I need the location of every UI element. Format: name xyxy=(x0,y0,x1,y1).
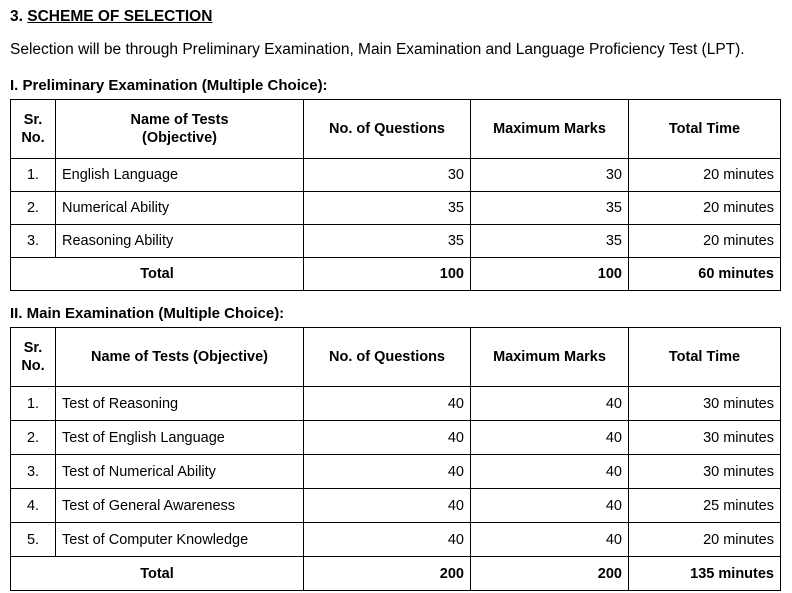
sr-line-2: No. xyxy=(21,358,45,375)
sr-line-1: Sr. xyxy=(23,339,43,356)
column-header-no-of-questions: No. of Questions xyxy=(304,100,471,159)
cell-test-name: Test of General Awareness xyxy=(56,489,304,523)
cell-test-name: Test of Reasoning xyxy=(56,387,304,421)
sr-line-2: No. xyxy=(21,130,45,147)
table-total-row xyxy=(11,258,781,291)
cell-total-time: 135 minutes xyxy=(629,557,781,591)
table-row xyxy=(11,455,781,489)
section-heading xyxy=(10,8,780,27)
cell-time: 20 minutes xyxy=(629,225,781,258)
section-intro-text: Selection will be through Preliminary Examination, Main Examination and Language Proficiency Test (LPT). xyxy=(10,40,745,58)
cell-questions: 40 xyxy=(304,455,471,489)
name-line-2: (Objective) xyxy=(142,130,217,147)
cell-test-name: Numerical Ability xyxy=(56,192,304,225)
cell-time: 20 minutes xyxy=(629,159,781,192)
column-header-no-of-questions: No. of Questions xyxy=(304,328,471,387)
main-exam-heading: II. Main Examination (Multiple Choice): xyxy=(10,305,285,323)
cell-time: 30 minutes xyxy=(629,421,781,455)
column-header-maximum-marks: Maximum Marks xyxy=(471,328,629,387)
sr-line-1: Sr. xyxy=(23,111,43,128)
cell-test-name: Reasoning Ability xyxy=(56,225,304,258)
cell-total-label: Total xyxy=(11,258,304,291)
cell-total-questions: 200 xyxy=(304,557,471,591)
cell-marks: 40 xyxy=(471,455,629,489)
table-row xyxy=(11,489,781,523)
cell-test-name: Test of Computer Knowledge xyxy=(56,523,304,557)
cell-sr-no: 2. xyxy=(11,421,56,455)
cell-questions: 40 xyxy=(304,421,471,455)
cell-questions: 40 xyxy=(304,523,471,557)
table-row xyxy=(11,387,781,421)
cell-sr-no: 4. xyxy=(11,489,56,523)
cell-total-marks: 100 xyxy=(471,258,629,291)
cell-time: 25 minutes xyxy=(629,489,781,523)
cell-time: 20 minutes xyxy=(629,192,781,225)
table-row xyxy=(11,523,781,557)
cell-marks: 40 xyxy=(471,387,629,421)
column-header-name-of-tests xyxy=(56,100,304,159)
cell-questions: 35 xyxy=(304,225,471,258)
cell-marks: 30 xyxy=(471,159,629,192)
cell-test-name: English Language xyxy=(56,159,304,192)
column-header-total-time: Total Time xyxy=(629,328,781,387)
section-title: SCHEME OF SELECTION xyxy=(27,8,213,25)
cell-total-marks: 200 xyxy=(471,557,629,591)
cell-sr-no: 3. xyxy=(11,225,56,258)
table-row xyxy=(11,192,781,225)
main-examination-table xyxy=(10,327,781,591)
cell-marks: 35 xyxy=(471,225,629,258)
cell-time: 30 minutes xyxy=(629,387,781,421)
cell-marks: 35 xyxy=(471,192,629,225)
cell-total-time: 60 minutes xyxy=(629,258,781,291)
cell-marks: 40 xyxy=(471,421,629,455)
cell-marks: 40 xyxy=(471,523,629,557)
cell-sr-no: 2. xyxy=(11,192,56,225)
column-header-maximum-marks: Maximum Marks xyxy=(471,100,629,159)
column-header-total-time: Total Time xyxy=(629,100,781,159)
column-header-sr-no xyxy=(11,100,56,159)
table-total-row xyxy=(11,557,781,591)
name-line-1: Name of Tests xyxy=(130,111,229,128)
cell-total-label: Total xyxy=(11,557,304,591)
cell-sr-no: 1. xyxy=(11,387,56,421)
cell-test-name: Test of Numerical Ability xyxy=(56,455,304,489)
table-header-row xyxy=(11,328,781,387)
cell-time: 20 minutes xyxy=(629,523,781,557)
cell-total-questions: 100 xyxy=(304,258,471,291)
cell-questions: 40 xyxy=(304,387,471,421)
table-header-row xyxy=(11,100,781,159)
column-header-name-of-tests: Name of Tests (Objective) xyxy=(56,328,304,387)
cell-test-name: Test of English Language xyxy=(56,421,304,455)
cell-questions: 40 xyxy=(304,489,471,523)
cell-time: 30 minutes xyxy=(629,455,781,489)
cell-questions: 30 xyxy=(304,159,471,192)
column-header-sr-no xyxy=(11,328,56,387)
cell-questions: 35 xyxy=(304,192,471,225)
cell-sr-no: 5. xyxy=(11,523,56,557)
cell-sr-no: 3. xyxy=(11,455,56,489)
cell-marks: 40 xyxy=(471,489,629,523)
cell-sr-no: 1. xyxy=(11,159,56,192)
table-row xyxy=(11,225,781,258)
table-row xyxy=(11,421,781,455)
prelim-exam-heading: I. Preliminary Examination (Multiple Choice): xyxy=(10,77,328,95)
section-number: 3. xyxy=(10,8,23,25)
preliminary-examination-table xyxy=(10,99,781,291)
table-row xyxy=(11,159,781,192)
